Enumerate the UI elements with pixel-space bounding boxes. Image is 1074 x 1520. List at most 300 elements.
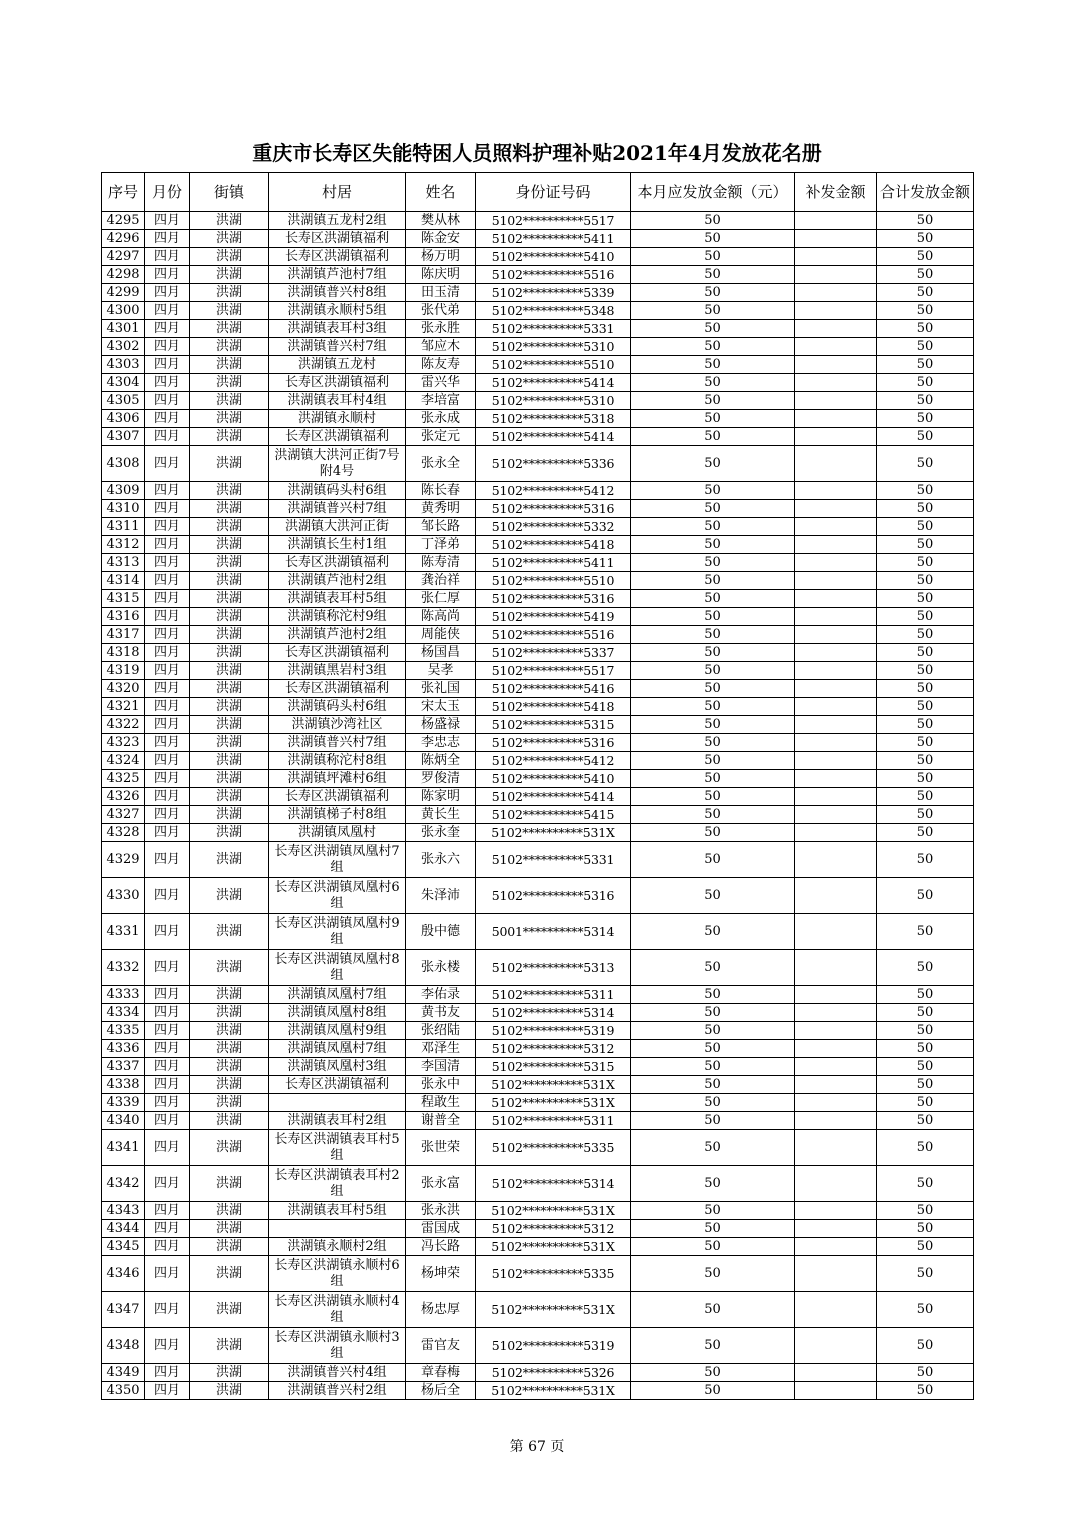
cell-month: 四月: [145, 212, 190, 230]
cell-village: 洪湖镇永顺村5组: [269, 302, 406, 320]
cell-back-pay: [795, 374, 877, 392]
table-row: [102, 410, 974, 428]
table-row: [102, 1256, 974, 1292]
cell-town: 洪湖: [190, 392, 269, 410]
cell-town: 洪湖: [190, 1166, 269, 1202]
cell-village: 洪湖镇大洪河正街7号附4号: [269, 446, 406, 482]
cell-id-number: 5102**********5312: [476, 1220, 631, 1238]
table-row: [102, 716, 974, 734]
cell-month: 四月: [145, 842, 190, 878]
cell-amount: 50: [631, 392, 795, 410]
cell-village: 长寿区洪湖镇表耳村2组: [269, 1166, 406, 1202]
cell-month: 四月: [145, 554, 190, 572]
cell-village: 洪湖镇表耳村4组: [269, 392, 406, 410]
cell-town: 洪湖: [190, 1022, 269, 1040]
cell-name: 丁泽弟: [406, 536, 476, 554]
cell-village: 长寿区洪湖镇永顺村4组: [269, 1292, 406, 1328]
cell-town: 洪湖: [190, 770, 269, 788]
cell-serial-no: 4305: [102, 392, 145, 410]
cell-serial-no: 4346: [102, 1256, 145, 1292]
cell-amount: 50: [631, 986, 795, 1004]
cell-name: 张永洪: [406, 1202, 476, 1220]
cell-serial-no: 4327: [102, 806, 145, 824]
cell-total: 50: [877, 266, 974, 284]
cell-month: 四月: [145, 1094, 190, 1112]
cell-serial-no: 4323: [102, 734, 145, 752]
cell-serial-no: 4343: [102, 1202, 145, 1220]
cell-id-number: 5102**********531X: [476, 1382, 631, 1400]
cell-month: 四月: [145, 950, 190, 986]
cell-month: 四月: [145, 1328, 190, 1364]
cell-month: 四月: [145, 1040, 190, 1058]
table-row: [102, 1040, 974, 1058]
cell-serial-no: 4348: [102, 1328, 145, 1364]
cell-village: 洪湖镇坪滩村6组: [269, 770, 406, 788]
cell-back-pay: [795, 1022, 877, 1040]
cell-town: 洪湖: [190, 1364, 269, 1382]
cell-village: [269, 1094, 406, 1112]
cell-amount: 50: [631, 608, 795, 626]
cell-town: 洪湖: [190, 1004, 269, 1022]
cell-town: 洪湖: [190, 608, 269, 626]
cell-name: 张永胜: [406, 320, 476, 338]
cell-amount: 50: [631, 536, 795, 554]
cell-town: 洪湖: [190, 626, 269, 644]
cell-month: 四月: [145, 1382, 190, 1400]
cell-id-number: 5102**********5415: [476, 806, 631, 824]
cell-amount: 50: [631, 1202, 795, 1220]
col-header-no: 序号: [102, 173, 145, 212]
cell-total: 50: [877, 1058, 974, 1076]
cell-total: 50: [877, 392, 974, 410]
col-header-town: 街镇: [190, 173, 269, 212]
cell-town: 洪湖: [190, 1202, 269, 1220]
cell-amount: 50: [631, 1220, 795, 1238]
cell-village: 长寿区洪湖镇永顺村6组: [269, 1256, 406, 1292]
cell-town: 洪湖: [190, 302, 269, 320]
cell-amount: 50: [631, 374, 795, 392]
cell-village: 洪湖镇凤凰村: [269, 824, 406, 842]
cell-amount: 50: [631, 1022, 795, 1040]
table-row: [102, 1292, 974, 1328]
cell-total: 50: [877, 1220, 974, 1238]
cell-serial-no: 4319: [102, 662, 145, 680]
cell-total: 50: [877, 1040, 974, 1058]
cell-village: 洪湖镇芦池村2组: [269, 626, 406, 644]
cell-serial-no: 4312: [102, 536, 145, 554]
cell-village: 洪湖镇表耳村3组: [269, 320, 406, 338]
cell-month: 四月: [145, 536, 190, 554]
table-row: [102, 878, 974, 914]
cell-village: 长寿区洪湖镇福利: [269, 644, 406, 662]
cell-id-number: 5102**********5516: [476, 626, 631, 644]
cell-name: 罗俊清: [406, 770, 476, 788]
table-row: [102, 302, 974, 320]
cell-id-number: 5102**********5339: [476, 284, 631, 302]
cell-town: 洪湖: [190, 356, 269, 374]
cell-town: 洪湖: [190, 734, 269, 752]
cell-name: 田玉清: [406, 284, 476, 302]
cell-id-number: 5102**********531X: [476, 1238, 631, 1256]
cell-town: 洪湖: [190, 1094, 269, 1112]
cell-village: 长寿区洪湖镇凤凰村6组: [269, 878, 406, 914]
cell-month: 四月: [145, 662, 190, 680]
cell-total: 50: [877, 374, 974, 392]
cell-serial-no: 4315: [102, 590, 145, 608]
cell-total: 50: [877, 824, 974, 842]
cell-town: 洪湖: [190, 1382, 269, 1400]
cell-month: 四月: [145, 392, 190, 410]
cell-name: 陈家明: [406, 788, 476, 806]
cell-serial-no: 4333: [102, 986, 145, 1004]
cell-amount: 50: [631, 518, 795, 536]
cell-total: 50: [877, 788, 974, 806]
cell-back-pay: [795, 1382, 877, 1400]
cell-total: 50: [877, 428, 974, 446]
cell-name: 雷官友: [406, 1328, 476, 1364]
table-row: [102, 1112, 974, 1130]
cell-village: 洪湖镇称沱村9组: [269, 608, 406, 626]
cell-town: 洪湖: [190, 698, 269, 716]
cell-id-number: 5102**********5316: [476, 590, 631, 608]
cell-town: 洪湖: [190, 986, 269, 1004]
cell-village: 洪湖镇永顺村2组: [269, 1238, 406, 1256]
cell-id-number: 5102**********5418: [476, 536, 631, 554]
cell-village: 长寿区洪湖镇福利: [269, 1076, 406, 1094]
cell-name: 杨忠厚: [406, 1292, 476, 1328]
cell-month: 四月: [145, 734, 190, 752]
cell-month: 四月: [145, 1130, 190, 1166]
cell-back-pay: [795, 1292, 877, 1328]
cell-amount: 50: [631, 284, 795, 302]
cell-back-pay: [795, 914, 877, 950]
col-header-month: 月份: [145, 173, 190, 212]
cell-name: 陈友寿: [406, 356, 476, 374]
cell-month: 四月: [145, 1004, 190, 1022]
cell-name: 杨后全: [406, 1382, 476, 1400]
cell-name: 周能侠: [406, 626, 476, 644]
cell-town: 洪湖: [190, 500, 269, 518]
cell-total: 50: [877, 302, 974, 320]
cell-amount: 50: [631, 212, 795, 230]
cell-id-number: 5001**********5314: [476, 914, 631, 950]
cell-back-pay: [795, 446, 877, 482]
cell-town: 洪湖: [190, 1058, 269, 1076]
cell-name: 邹长路: [406, 518, 476, 536]
cell-serial-no: 4311: [102, 518, 145, 536]
cell-back-pay: [795, 410, 877, 428]
cell-month: 四月: [145, 338, 190, 356]
cell-village: 长寿区洪湖镇福利: [269, 428, 406, 446]
table-row: [102, 734, 974, 752]
cell-back-pay: [795, 644, 877, 662]
cell-name: 张永富: [406, 1166, 476, 1202]
cell-name: 杨坤荣: [406, 1256, 476, 1292]
cell-total: 50: [877, 914, 974, 950]
cell-serial-no: 4340: [102, 1112, 145, 1130]
cell-amount: 50: [631, 1364, 795, 1382]
cell-back-pay: [795, 230, 877, 248]
cell-total: 50: [877, 500, 974, 518]
cell-name: 宋太玉: [406, 698, 476, 716]
table-row: [102, 500, 974, 518]
cell-town: 洪湖: [190, 230, 269, 248]
cell-month: 四月: [145, 1238, 190, 1256]
cell-id-number: 5102**********5510: [476, 356, 631, 374]
cell-serial-no: 4302: [102, 338, 145, 356]
cell-town: 洪湖: [190, 1112, 269, 1130]
cell-name: 陈长春: [406, 482, 476, 500]
cell-village: 长寿区洪湖镇表耳村5组: [269, 1130, 406, 1166]
table-row: [102, 554, 974, 572]
cell-name: 杨国昌: [406, 644, 476, 662]
cell-name: 张永成: [406, 410, 476, 428]
cell-serial-no: 4296: [102, 230, 145, 248]
cell-amount: 50: [631, 878, 795, 914]
cell-back-pay: [795, 302, 877, 320]
cell-town: 洪湖: [190, 572, 269, 590]
cell-back-pay: [795, 662, 877, 680]
cell-town: 洪湖: [190, 212, 269, 230]
cell-village: 洪湖镇黑岩村3组: [269, 662, 406, 680]
cell-back-pay: [795, 680, 877, 698]
cell-total: 50: [877, 230, 974, 248]
cell-total: 50: [877, 590, 974, 608]
cell-month: 四月: [145, 806, 190, 824]
cell-name: 张永中: [406, 1076, 476, 1094]
cell-id-number: 5102**********5311: [476, 986, 631, 1004]
cell-id-number: 5102**********5319: [476, 1328, 631, 1364]
cell-total: 50: [877, 986, 974, 1004]
cell-amount: 50: [631, 230, 795, 248]
cell-town: 洪湖: [190, 248, 269, 266]
cell-total: 50: [877, 356, 974, 374]
cell-back-pay: [795, 1112, 877, 1130]
cell-back-pay: [795, 626, 877, 644]
cell-back-pay: [795, 284, 877, 302]
cell-amount: 50: [631, 590, 795, 608]
table-row: [102, 374, 974, 392]
cell-amount: 50: [631, 716, 795, 734]
cell-name: 谢普全: [406, 1112, 476, 1130]
table-row: [102, 230, 974, 248]
cell-village: 洪湖镇普兴村7组: [269, 734, 406, 752]
cell-back-pay: [795, 554, 877, 572]
cell-total: 50: [877, 878, 974, 914]
cell-town: 洪湖: [190, 410, 269, 428]
cell-month: 四月: [145, 878, 190, 914]
cell-serial-no: 4298: [102, 266, 145, 284]
cell-month: 四月: [145, 266, 190, 284]
table-body: [102, 212, 974, 1400]
cell-serial-no: 4338: [102, 1076, 145, 1094]
cell-village: 洪湖镇表耳村5组: [269, 1202, 406, 1220]
cell-id-number: 5102**********5319: [476, 1022, 631, 1040]
cell-village: 长寿区洪湖镇福利: [269, 680, 406, 698]
cell-amount: 50: [631, 788, 795, 806]
cell-serial-no: 4344: [102, 1220, 145, 1238]
cell-serial-no: 4308: [102, 446, 145, 482]
cell-back-pay: [795, 1328, 877, 1364]
cell-month: 四月: [145, 482, 190, 500]
cell-serial-no: 4341: [102, 1130, 145, 1166]
cell-amount: 50: [631, 1382, 795, 1400]
cell-month: 四月: [145, 410, 190, 428]
col-header-name: 姓名: [406, 173, 476, 212]
cell-serial-no: 4332: [102, 950, 145, 986]
cell-amount: 50: [631, 914, 795, 950]
table-row: [102, 698, 974, 716]
cell-serial-no: 4331: [102, 914, 145, 950]
cell-total: 50: [877, 1292, 974, 1328]
cell-town: 洪湖: [190, 590, 269, 608]
cell-serial-no: 4345: [102, 1238, 145, 1256]
cell-back-pay: [795, 986, 877, 1004]
cell-total: 50: [877, 950, 974, 986]
cell-serial-no: 4306: [102, 410, 145, 428]
cell-serial-no: 4313: [102, 554, 145, 572]
cell-total: 50: [877, 554, 974, 572]
document-title: 重庆市长寿区失能特困人员照料护理补贴2021年4月发放花名册: [252, 141, 822, 165]
cell-serial-no: 4317: [102, 626, 145, 644]
cell-amount: 50: [631, 1256, 795, 1292]
cell-serial-no: 4309: [102, 482, 145, 500]
cell-village: 洪湖镇表耳村2组: [269, 1112, 406, 1130]
cell-id-number: 5102**********5312: [476, 1040, 631, 1058]
cell-back-pay: [795, 806, 877, 824]
cell-name: 吴孝: [406, 662, 476, 680]
cell-village: 洪湖镇芦池村7组: [269, 266, 406, 284]
cell-amount: 50: [631, 1112, 795, 1130]
cell-serial-no: 4316: [102, 608, 145, 626]
cell-back-pay: [795, 266, 877, 284]
cell-month: 四月: [145, 914, 190, 950]
cell-village: 长寿区洪湖镇福利: [269, 248, 406, 266]
table-row: [102, 1094, 974, 1112]
cell-amount: 50: [631, 626, 795, 644]
cell-id-number: 5102**********5331: [476, 842, 631, 878]
table-row: [102, 356, 974, 374]
roster-table: [101, 172, 974, 1400]
cell-id-number: 5102**********5411: [476, 230, 631, 248]
cell-id-number: 5102**********5414: [476, 788, 631, 806]
cell-serial-no: 4299: [102, 284, 145, 302]
cell-id-number: 5102**********5510: [476, 572, 631, 590]
cell-back-pay: [795, 734, 877, 752]
cell-amount: 50: [631, 698, 795, 716]
cell-total: 50: [877, 410, 974, 428]
table-row: [102, 788, 974, 806]
cell-town: 洪湖: [190, 950, 269, 986]
cell-town: 洪湖: [190, 338, 269, 356]
cell-id-number: 5102**********531X: [476, 824, 631, 842]
cell-town: 洪湖: [190, 914, 269, 950]
col-header-total: 合计发放金额: [877, 173, 974, 212]
cell-name: 陈炳全: [406, 752, 476, 770]
cell-month: 四月: [145, 572, 190, 590]
cell-id-number: 5102**********5517: [476, 212, 631, 230]
cell-name: 陈金安: [406, 230, 476, 248]
cell-month: 四月: [145, 770, 190, 788]
cell-back-pay: [795, 428, 877, 446]
table-row: [102, 752, 974, 770]
cell-back-pay: [795, 608, 877, 626]
cell-total: 50: [877, 1112, 974, 1130]
cell-back-pay: [795, 212, 877, 230]
cell-name: 张代弟: [406, 302, 476, 320]
cell-id-number: 5102**********5313: [476, 950, 631, 986]
cell-amount: 50: [631, 1076, 795, 1094]
cell-town: 洪湖: [190, 644, 269, 662]
cell-town: 洪湖: [190, 284, 269, 302]
cell-name: 杨万明: [406, 248, 476, 266]
table-row: [102, 518, 974, 536]
cell-amount: 50: [631, 950, 795, 986]
table-row: [102, 680, 974, 698]
cell-id-number: 5102**********5412: [476, 752, 631, 770]
cell-total: 50: [877, 770, 974, 788]
table-row: [102, 1004, 974, 1022]
cell-town: 洪湖: [190, 1220, 269, 1238]
cell-village: 洪湖镇凤凰村8组: [269, 1004, 406, 1022]
cell-month: 四月: [145, 1076, 190, 1094]
table-row: [102, 212, 974, 230]
cell-village: 长寿区洪湖镇福利: [269, 788, 406, 806]
cell-village: 洪湖镇普兴村2组: [269, 1382, 406, 1400]
cell-month: 四月: [145, 590, 190, 608]
cell-village: 长寿区洪湖镇永顺村3组: [269, 1328, 406, 1364]
table-row: [102, 1382, 974, 1400]
cell-village: 长寿区洪湖镇凤凰村7组: [269, 842, 406, 878]
cell-village: 长寿区洪湖镇福利: [269, 230, 406, 248]
cell-amount: 50: [631, 1238, 795, 1256]
cell-amount: 50: [631, 644, 795, 662]
table-row: [102, 284, 974, 302]
cell-month: 四月: [145, 626, 190, 644]
cell-amount: 50: [631, 1058, 795, 1076]
cell-back-pay: [795, 1094, 877, 1112]
cell-village: 洪湖镇大洪河正街: [269, 518, 406, 536]
cell-village: 长寿区洪湖镇福利: [269, 374, 406, 392]
cell-month: 四月: [145, 500, 190, 518]
cell-id-number: 5102**********5416: [476, 680, 631, 698]
cell-id-number: 5102**********5414: [476, 428, 631, 446]
cell-serial-no: 4334: [102, 1004, 145, 1022]
cell-village: 洪湖镇凤凰村7组: [269, 1040, 406, 1058]
cell-name: 殷中德: [406, 914, 476, 950]
cell-back-pay: [795, 770, 877, 788]
cell-serial-no: 4295: [102, 212, 145, 230]
col-header-amount: 本月应发放金额（元）: [631, 173, 795, 212]
cell-id-number: 5102**********5318: [476, 410, 631, 428]
cell-name: 张定元: [406, 428, 476, 446]
cell-total: 50: [877, 662, 974, 680]
cell-back-pay: [795, 1004, 877, 1022]
cell-back-pay: [795, 1220, 877, 1238]
cell-village: 长寿区洪湖镇福利: [269, 554, 406, 572]
cell-back-pay: [795, 1058, 877, 1076]
table-row: [102, 1058, 974, 1076]
cell-serial-no: 4310: [102, 500, 145, 518]
cell-amount: 50: [631, 302, 795, 320]
cell-town: 洪湖: [190, 1076, 269, 1094]
cell-village: 洪湖镇沙湾社区: [269, 716, 406, 734]
table-header-row: [102, 173, 974, 212]
cell-back-pay: [795, 1076, 877, 1094]
cell-id-number: 5102**********5414: [476, 374, 631, 392]
cell-village: 洪湖镇五龙村: [269, 356, 406, 374]
cell-village: 洪湖镇普兴村7组: [269, 500, 406, 518]
